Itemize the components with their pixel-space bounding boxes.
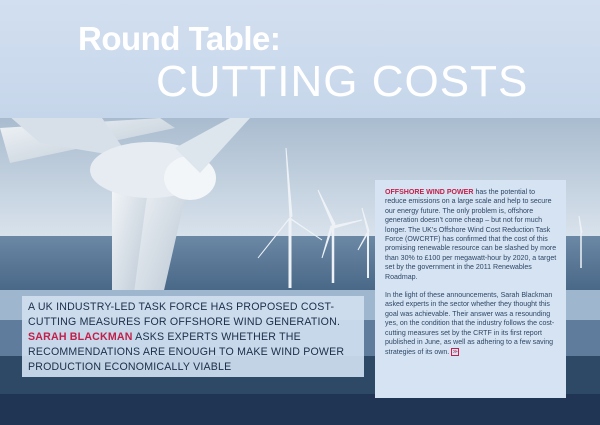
- standfirst-intro: A UK INDUSTRY-LED TASK FORCE HAS PROPOSED COST-CUTTING MEASURES FOR OFFSHORE WIND GENERATION.: [28, 301, 341, 328]
- end-mark-icon: ≫: [452, 348, 458, 355]
- page-title: Round Table:: [78, 20, 281, 57]
- article-paragraph-2: [385, 291, 558, 357]
- standfirst: [22, 296, 364, 377]
- page-subtitle: CUTTING COSTS: [156, 57, 529, 106]
- article-paragraph-1-text: has the potential to reduce emissions on a large scale and help to secure our energy future. The only problem is, offshore generation doesn’t come cheap – but not for much longer. The UK’s Offshore Wind Cost Reduction Task Force (OWCRTF) has confirmed that the cost of this promising renewable resource can be slashed by more than 30% to £100 per megawatt-hour by 2020, a target set by the government in the 2011 Renewables Roadmap.: [385, 189, 557, 281]
- author-name: SARAH BLACKMAN: [28, 331, 133, 343]
- article-paragraph-2-text: In the light of these announcements, Sarah Blackman asked experts in the sector whether they thought this goal was achievable. Their answer was a resounding yes, on the condition that the industry follows the cost-cutting measures set by the CRTF in its first report published in June, as well as adhering to a few saving strategies of its own.: [385, 292, 555, 356]
- band-navy: [0, 394, 600, 425]
- standfirst-rest: ASKS EXPERTS WHETHER THE RECOMMENDATIONS ARE ENOUGH TO MAKE WIND POWER PRODUCTION ECONOMICALLY VIABLE: [28, 331, 345, 373]
- header: [0, 0, 600, 118]
- article-paragraph-1: [385, 188, 558, 282]
- article-lead: OFFSHORE WIND POWER: [385, 189, 474, 196]
- article-body: [375, 180, 566, 398]
